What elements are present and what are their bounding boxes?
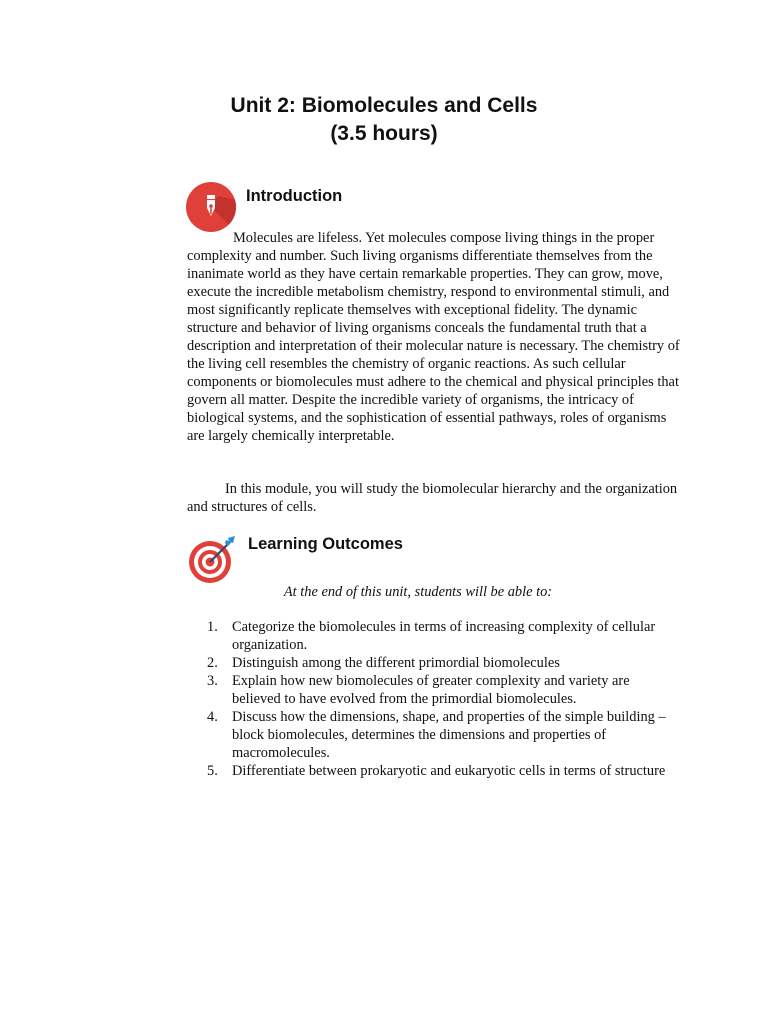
list-item-text: Explain how new biomolecules of greater complexity and variety are believed to have evolved from the primordial biomolecules. — [232, 673, 630, 707]
introduction-paragraph-2: In this module, you will study the biomolecular hierarchy and the organization and structures of cells. — [187, 481, 678, 515]
list-item-text: Distinguish among the different primordial biomolecules — [232, 655, 560, 671]
introduction-heading: Introduction — [246, 187, 343, 205]
list-item-text: Differentiate between prokaryotic and eukaryotic cells in terms of structure — [232, 763, 666, 779]
page-title — [0, 92, 768, 148]
list-item-number: 1. — [207, 619, 218, 635]
learning-outcomes-lead: At the end of this unit, students will be able to: — [283, 584, 553, 600]
learning-outcomes-list — [207, 618, 667, 780]
list-item-text: Categorize the biomolecules in terms of increasing complexity of cellular organization. — [232, 619, 656, 653]
list-item — [207, 654, 667, 672]
list-item — [207, 762, 667, 780]
list-item — [207, 708, 667, 762]
learning-outcomes-heading: Learning Outcomes — [248, 535, 403, 553]
list-item-text: Discuss how the dimensions, shape, and properties of the simple building – block biomolecules, determines the dimensions and properties of macromolecules. — [232, 709, 666, 761]
introduction-paragraph-1: Molecules are lifeless. Yet molecules compose living things in the proper complexity and number. Such living organisms differentiate themselves from the inanimate world as they have certain remarkable properties. They can grow, move, execute the incredible metabolism chemistry, respond to environmental stimuli, and most significantly replicate themselves with exceptional fidelity. The dynamic structure and behavior of living organisms conceals the fundamental truth that a description and interpretation of their molecular nature is necessary. The chemistry of the living cell resembles the chemistry of organic reactions. As such cellular components or biomolecules must adhere to the chemical and physical principles that govern all matter. Despite the incredible variety of organisms, the intricacy of biological systems, and the sophistication of essential pathways, roles of organisms are largely chemically interpretable. — [187, 230, 680, 444]
title-line-2: (3.5 hours) — [330, 122, 438, 145]
target-icon — [188, 533, 238, 585]
list-item-number: 5. — [207, 763, 218, 779]
list-item-number: 2. — [207, 655, 218, 671]
pen-nib-icon — [186, 182, 236, 232]
list-item — [207, 618, 667, 654]
list-item-number: 3. — [207, 673, 218, 689]
list-item — [207, 672, 667, 708]
list-item-number: 4. — [207, 709, 218, 725]
title-line-1: Unit 2: Biomolecules and Cells — [230, 94, 538, 117]
